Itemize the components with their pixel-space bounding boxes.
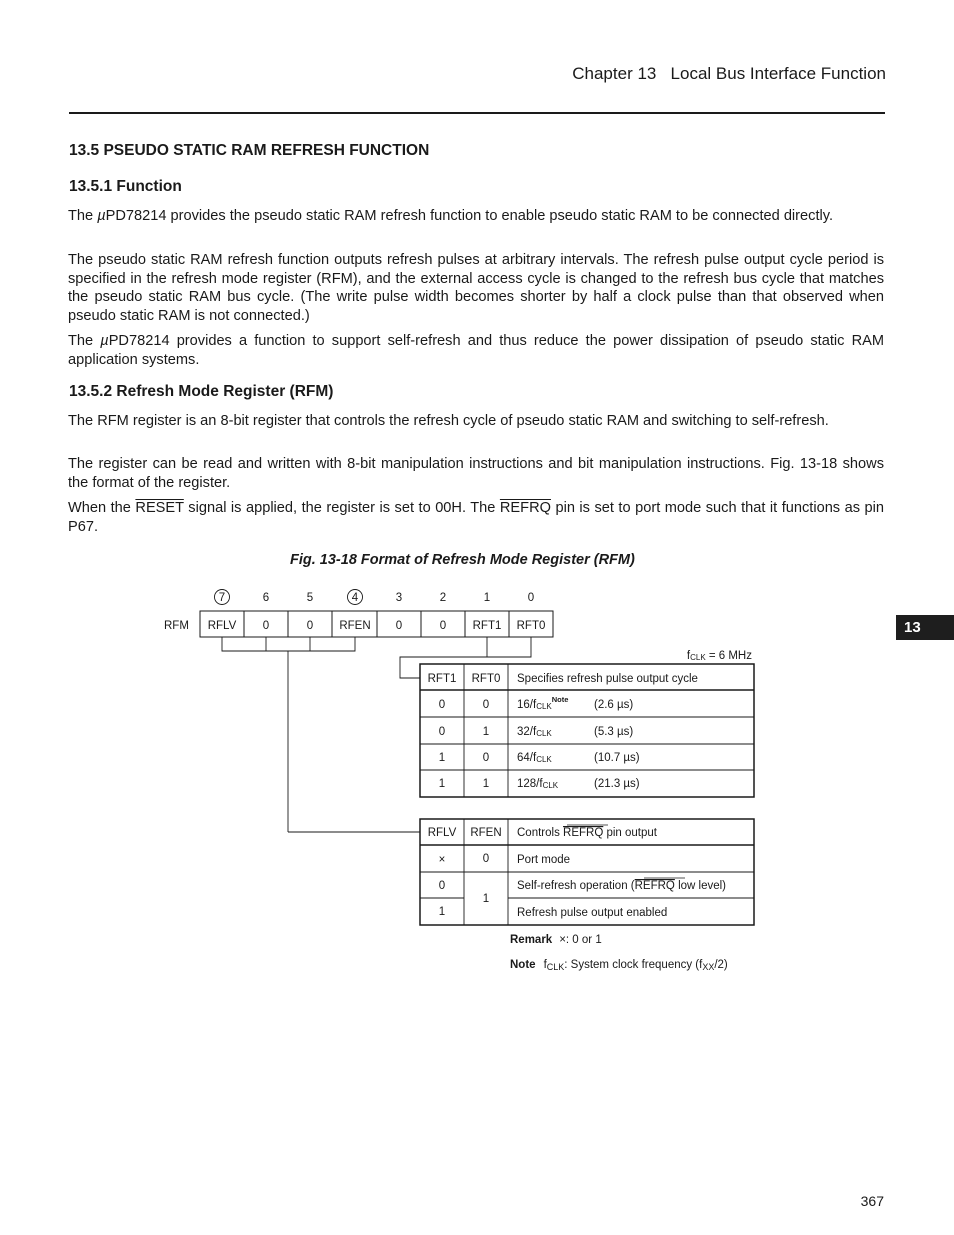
subsection-title-rfm: 13.5.2 Refresh Mode Register (RFM) [69, 383, 334, 400]
section-title: 13.5 PSEUDO STATIC RAM REFRESH FUNCTION [69, 142, 430, 159]
table2-header: Controls REFRQ pin output [517, 827, 657, 839]
bit-number: 3 [395, 592, 403, 604]
table1-cell: (10.7 µs) [594, 752, 640, 764]
table1-cell: (5.3 µs) [594, 726, 634, 738]
table1-cell: 128/fCLK [517, 778, 559, 790]
table1-cell: 1 [482, 726, 490, 738]
table1-cell: 1 [438, 752, 446, 764]
paragraph-2: The pseudo static RAM refresh function outputs refresh pulses at arbitrary intervals. The refresh pulse output cycle period is specified in the refresh mode register (RFM), and the external access cycle is changed to the refresh bus cycle that matches the pseudo static RAM bus cycle. (The write pulse width becomes shorter by half a clock pulse than that observed when pseudo static RAM is not connected.) [68, 252, 884, 324]
table1-cell: 64/fCLK [517, 752, 552, 764]
table1-header: RFT0 [471, 673, 501, 685]
table2-cell: × [438, 854, 446, 866]
remark: Remark ×: 0 or 1 [510, 934, 602, 946]
table2-cell: 0 [438, 880, 446, 892]
paragraph-6: When the RESET signal is applied, the register is set to 00H. The REFRQ pin is set to port mode such that it functions as pin P67. [68, 500, 884, 535]
register-name: RFM [164, 620, 189, 632]
bit-number: 1 [483, 592, 491, 604]
table2-cell: Self-refresh operation (REFRQ low level) [517, 880, 727, 892]
paragraph-3: The µPD78214 provides a function to support self-refresh and thus reduce the power dissipation of pseudo static RAM application systems. [68, 333, 884, 368]
table1-cell: 0 [482, 699, 490, 711]
table1-cell: 1 [482, 778, 490, 790]
table2-cell: Refresh pulse output enabled [517, 907, 668, 919]
table1-cell: (2.6 µs) [594, 699, 634, 711]
paragraph-5: The register can be read and written with 8-bit manipulation instructions and bit manipulation instructions. Fig. 13-18 shows the format of the register. [68, 456, 884, 491]
table2-cell: 0 [482, 853, 490, 865]
bit-cell: RFT1 [472, 620, 502, 632]
table1-header: RFT1 [427, 673, 457, 685]
figure-title: Fig. 13-18 Format of Refresh Mode Register (RFM) [290, 552, 635, 568]
bit-numbers [215, 590, 535, 605]
table2-header: RFEN [470, 827, 502, 839]
bit-number: 5 [306, 592, 314, 604]
bit-number: 7 [218, 592, 226, 604]
table2-cell: 1 [438, 906, 446, 918]
paragraph-4: The RFM register is an 8-bit register that controls the refresh cycle of pseudo static RAM and switching to self-refresh. [68, 413, 829, 429]
page-number: 367 [860, 1193, 884, 1209]
bit-cell: RFLV [207, 620, 237, 632]
table1-cell: 0 [438, 699, 446, 711]
table1-cell: 0 [482, 752, 490, 764]
bit-number: 0 [527, 592, 535, 604]
table2-header: RFLV [427, 827, 457, 839]
chapter-header: Chapter 13 Local Bus Interface Function [572, 64, 886, 83]
note: Note fCLK: System clock frequency (fXX/2) [510, 959, 728, 972]
table2-cell: 1 [482, 893, 490, 905]
bit-cell: RFEN [339, 620, 371, 632]
bit-cell: RFT0 [516, 620, 546, 632]
table2-cell: Port mode [517, 854, 571, 866]
table1-cell: 16/fCLK$^{Note}$ [517, 695, 569, 711]
bit-number: 2 [439, 592, 447, 604]
fclk-note: fCLK = 6 MHz [686, 650, 752, 662]
table1-cell: 32/fCLK [517, 726, 552, 738]
bit-number: 6 [262, 592, 270, 604]
bit-cell: 0 [306, 620, 314, 632]
bit-cell: 0 [439, 620, 447, 632]
table1-cell: 1 [438, 778, 446, 790]
paragraph-1: The µPD78214 provides the pseudo static RAM refresh function to enable pseudo static RAM to be connected directly. [68, 208, 834, 224]
table1-cell: (21.3 µs) [594, 778, 640, 790]
table1-cell: 0 [438, 726, 446, 738]
chapter-tab: 13 [896, 615, 954, 640]
bit-cell: 0 [262, 620, 270, 632]
subsection-title-function: 13.5.1 Function [69, 178, 182, 195]
bit-number: 4 [351, 592, 359, 604]
bit-cell: 0 [395, 620, 403, 632]
table1-header: Specifies refresh pulse output cycle [517, 673, 698, 685]
